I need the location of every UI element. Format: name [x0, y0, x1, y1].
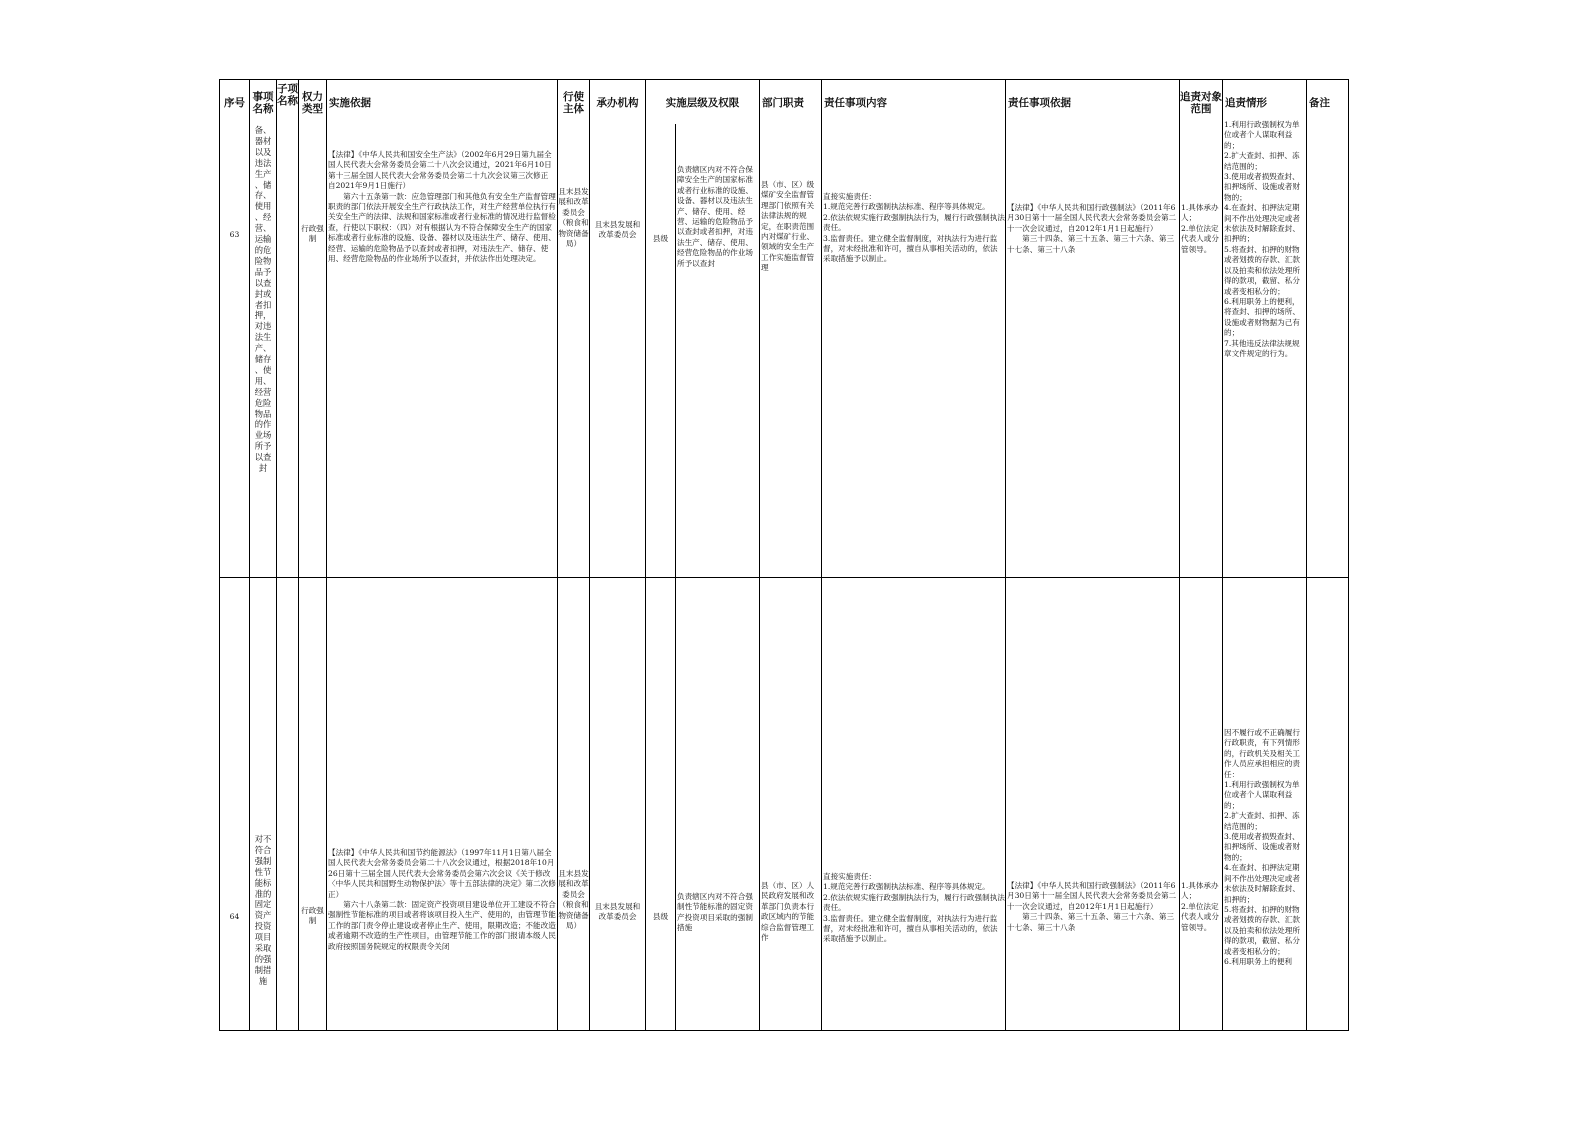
row-63-account-scope: 1.具体承办人； 2.单位法定代表人或分管领导。 — [1181, 203, 1219, 254]
row-64-level-detail: 负责辖区内对不符合强制性节能标准的固定资产投资项目采取的强制措施 — [677, 892, 753, 933]
row-63-item-name: 备、 器材 以及 违法 生产 、储 存、 使用 、经 营、 运输 的危 险物 品予 以查 封或 者扣 押， 对违 法生 产、 储存 、使 用、 经营 危险 物品 的作 业场 所予 以查 封 — [254, 125, 272, 474]
col-divider — [1179, 80, 1180, 1031]
row-64-account-scope: 1.具体承办人； 2.单位法定代表人或分管领导。 — [1181, 881, 1219, 932]
row-64-account-case: 因不履行或不正确履行行政职责，有下列情形的，行政机关及相关工作人员应承担相应的责任： 1.利用行政强制权为单位或者个人谋取利益的； 2.扩大查封、扣押、冻结范围的； 3.使用或者损毁查封、扣押场所、设施或者财物的； 4.在查封、扣押法定期间不作出处理决定或者未依法及时解除查封、扣押的； 5.将查封、扣押的财物或者划拨的存款、汇款以及拍卖和依法处理所得的款项，截留、私分或者变相私分的； 6.利用职务上的便利 — [1224, 728, 1300, 966]
header-resp-basis: 责任事项依据 — [1008, 97, 1071, 109]
col-divider — [645, 80, 646, 1031]
col-divider — [821, 80, 822, 1031]
row-63-resp-content: 直接实施责任： 1.规范完善行政强制执法标准、程序等具体规定。 2.依法依规实施行政强制执法行为，履行行政强制执法责任。 3.监督责任。建立健全监督制度，对执法行为进行监督，对未经批准和许可，擅自从事相关活动的，依法采取措施予以制止。 — [823, 192, 1005, 264]
col-divider — [1222, 80, 1223, 1031]
col-divider — [298, 80, 299, 1031]
row-63-power-type: 行政强制 — [301, 224, 324, 244]
header-level: 实施层级及权限 — [665, 97, 740, 109]
header-power-type: 权力类型 — [302, 91, 323, 115]
row-64-power-type: 行政强制 — [301, 906, 324, 926]
row-64-org: 且末县发展和改革委员会 — [594, 902, 641, 922]
row-64-seq: 64 — [229, 912, 240, 921]
header-seq: 序号 — [224, 97, 245, 109]
header-item-name: 事项名称 — [252, 91, 274, 115]
header-account-case: 追责情形 — [1225, 97, 1267, 109]
col-divider — [1005, 80, 1006, 1031]
row-63-account-case: 1.利用行政强制权为单位或者个人谋取利益的； 2.扩大查封、扣押、冻结范围的； 3.使用或者损毁查封、扣押场所、设施或者财物的； 4.在查封、扣押法定期间不作出处理决定或者未依法及时解除查封、扣押的； 5.将查封、扣押的财物或者划拨的存款、汇款以及拍卖和依法处理所得的款项，截留、私分或者变相私分的； 6.利用职务上的便利，将查封、扣押的场所、设施或者财物据为己有的； 7.其他违反法律法规规章文件规定的行为。 — [1224, 120, 1300, 358]
header-account-scope: 追责对象范围 — [1180, 91, 1222, 115]
col-divider — [326, 80, 327, 1031]
row-63-level: 县级 — [652, 234, 669, 243]
header-subject: 行使主体 — [563, 91, 584, 115]
header-org: 承办机构 — [596, 97, 639, 109]
row-63-org: 且末县发展和改革委员会 — [594, 220, 641, 240]
row-64-resp-content: 直接实施责任： 1.规范完善行政强制执法标准、程序等具体规定。 2.依法依规实施行政强制执法行为，履行行政强制执法责任。 3.监督责任。建立健全监督制度，对执法行为进行监督，对未经批准和许可，擅自从事相关活动的，依法采取措施予以制止。 — [823, 872, 1005, 944]
header-remark: 备注 — [1309, 97, 1330, 109]
row-63-seq: 63 — [229, 230, 240, 239]
row-64-dept-duty: 县（市、区）人民政府发展和改革部门负责本行政区域内的节能综合监督管理工作 — [761, 881, 815, 943]
header-sub-item: 子项名称 — [277, 83, 298, 107]
row-63-dept-duty: 县（市、区）级煤矿安全监督管理部门依照有关法律法规的规定，在职责范围内对煤矿行业、领域的安全生产工作实施监督管理 — [761, 180, 815, 273]
header-basis: 实施依据 — [329, 97, 371, 109]
row-63-subject: 且末县发展和改革委员会（粮食和物资储备局） — [558, 187, 589, 249]
col-divider — [276, 80, 277, 1031]
row-64-level: 县级 — [652, 912, 669, 921]
col-divider — [589, 80, 590, 1031]
row-64-subject: 且末县发展和改革委员会（粮食和物资储备局） — [558, 869, 589, 931]
col-divider — [1306, 80, 1307, 1031]
col-divider — [759, 80, 760, 1031]
row-63-level-detail: 负责辖区内对不符合保障安全生产的国家标准或者行业标准的设施、设备、器材以及违法生产、储存、使用、经营、运输的危险物品予以查封或者扣押，对违法生产、储存、使用、经营危险物品的作业场所予以查封 — [677, 165, 753, 268]
row-63-basis: 【法律】《中华人民共和国安全生产法》（2002年6月29日第九届全国人民代表大会常务委员会第二十八次会议通过，2021年6月10日第十三届全国人民代表大会常务委员会第二十九次会议第三次修正 自2021年9月1日施行） 第六十五条第一款：应急管理部门和其他负有安全生产监督管理职责的部门依法开展安全生产行政执法工作，对生产经营单位执行有关安全生产的法律、法规和国家标准或者行业标准的情况进行监督检查，行使以下职权：（四）对有根据认为不符合保障安全生产的国家标准或者行业标准的设施、设备、器材以及违法生产、储存、使用、经营、运输的危险物品予以查封或者扣押，对违法生产、储存、使用、经营危险物品的作业场所予以查封，并依法作出处理决定。 — [328, 150, 556, 264]
row-63-resp-basis: 【法律】《中华人民共和国行政强制法》（2011年6月30日第十一届全国人民代表大会常务委员会第二十一次会议通过，自2012年1月1日起施行） 第三十四条、第三十五条、第三十六条、第三十七条、第三十八条 — [1007, 203, 1177, 254]
row-64-basis: 【法律】《中华人民共和国节约能源法》（1997年11月1日第八届全国人民代表大会常务委员会第二十八次会议通过，根据2018年10月26日第十三届全国人民代表大会常务委员会第六次会议《关于修改〈中华人民共和国野生动物保护法〉等十五部法律的决定》第二次修正） 第六十八条第二款：固定资产投资项目建设单位开工建设不符合强制性节能标准的项目或者将该项目投入生产、使用的，由管理节能工作的部门责令停止建设或者停止生产、使用，限期改造；不能改造或者逾期不改造的生产性项目，由管理节能工作的部门报请本级人民政府按照国务院规定的权限责令关闭 — [328, 848, 556, 951]
row-64-item-name: 对不 符合 强制 性节 能标 准的 固定 资产 投资 项目 采取 的强 制措 施 — [254, 834, 272, 986]
row-divider — [220, 577, 1349, 578]
row-64-resp-basis: 【法律】《中华人民共和国行政强制法》（2011年6月30日第十一届全国人民代表大会常务委员会第二十一次会议通过，自2012年1月1日起施行） 第三十四条、第三十五条、第三十六条、第三十七条、第三十八条 — [1007, 881, 1177, 932]
responsibility-table — [219, 79, 1349, 1031]
header-resp-content: 责任事项内容 — [824, 97, 887, 109]
header-dept-duty: 部门职责 — [762, 97, 804, 109]
